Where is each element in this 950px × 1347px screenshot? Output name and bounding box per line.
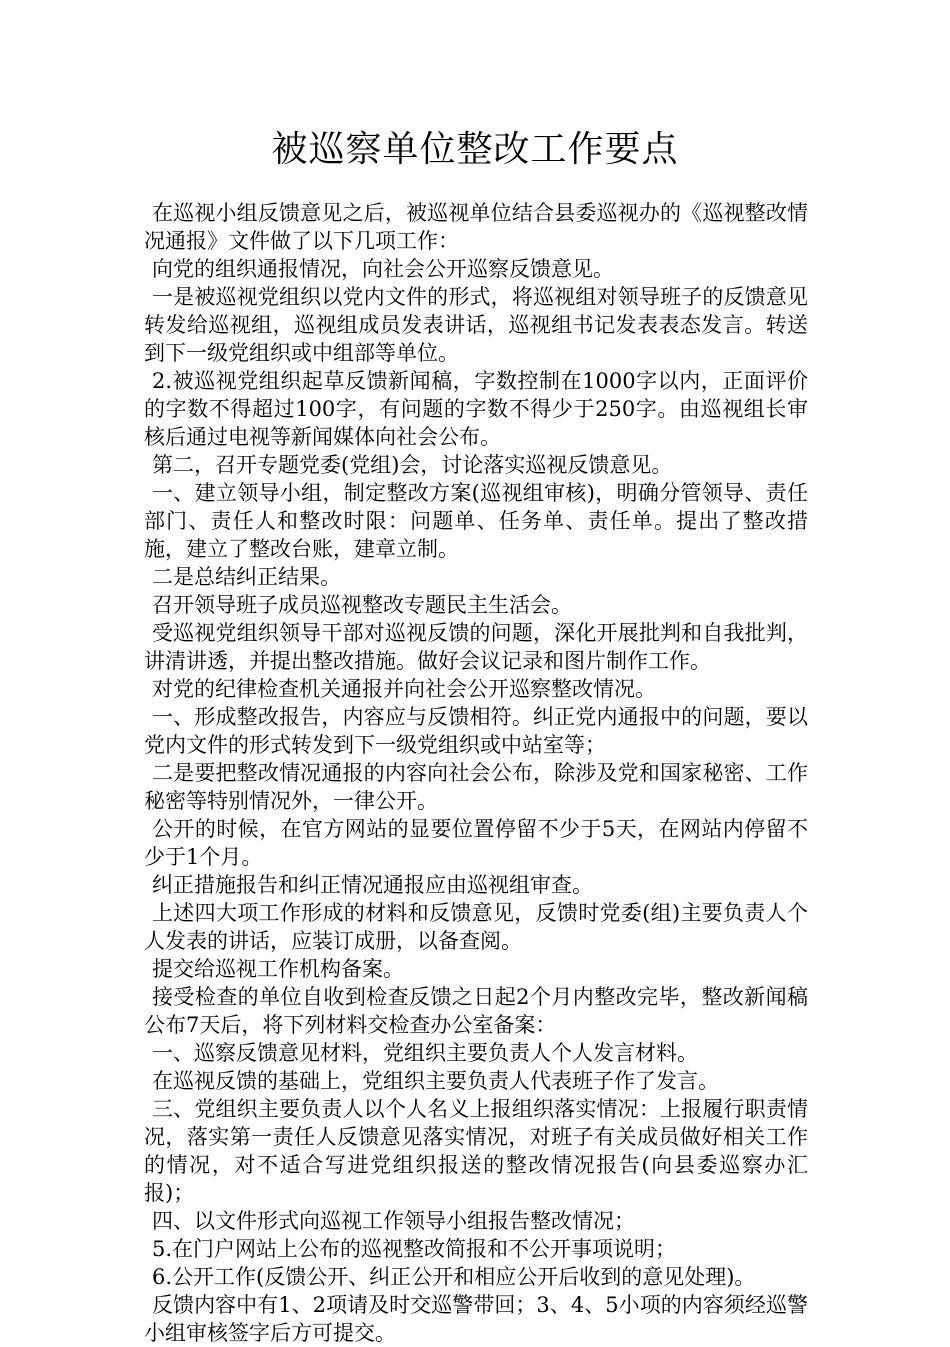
paragraph: 5.在门户网站上公布的巡视整改简报和不公开事项说明； (152, 1237, 677, 1261)
paragraph: 一是被巡视党组织以党内文件的形式，将巡视组对领导班子的反馈意见转发给巡视组，巡视组成员发表讲话，巡视组书记发表表态发言。转送到下一级党组织或中组部等单位。 (144, 285, 808, 365)
paragraph: 2.被巡视党组织起草反馈新闻稿，字数控制在1000字以内，正面评价的字数不得超过100字，有问题的字数不得少于250字。由巡视组长审核后通过电视等新闻媒体向社会公布。 (144, 369, 808, 449)
paragraph: 四、以文件形式向巡视工作领导小组报告整改情况； (152, 1209, 635, 1233)
paragraph: 一、建立领导小组，制定整改方案(巡视组审核)，明确分管领导、责任部门、责任人和整改时限：问题单、任务单、责任单。提出了整改措施，建立了整改台账，建章立制。 (144, 481, 808, 561)
paragraph: 公开的时候，在官方网站的显要位置停留不少于5天，在网站内停留不少于1个月。 (144, 817, 808, 869)
paragraph: 一、巡察反馈意见材料，党组织主要负责人个人发言材料。 (152, 1041, 698, 1065)
paragraph: 二是总结纠正结果。 (152, 565, 341, 589)
paragraph: 对党的纪律检查机关通报并向社会公开巡察整改情况。 (152, 677, 656, 701)
paragraph: 向党的组织通报情况，向社会公开巡察反馈意见。 (152, 257, 614, 281)
paragraph: 受巡视党组织领导干部对巡视反馈的问题，深化开展批判和自我批判，讲清讲透，并提出整改措施。做好会议记录和图片制作工作。 (144, 621, 808, 673)
paragraph: 在巡视小组反馈意见之后，被巡视单位结合县委巡视办的《巡视整改情况通报》文件做了以下几项工作： (144, 201, 808, 253)
paragraph: 三、党组织主要负责人以个人名义上报组织落实情况：上报履行职责情况，落实第一责任人反馈意见落实情况，对班子有关成员做好相关工作的情况，对不适合写进党组织报送的整改情况报告(向县委巡察办汇报)； (144, 1097, 808, 1205)
paragraph: 纠正措施报告和纠正情况通报应由巡视组审查。 (152, 873, 593, 897)
document-title: 被巡察单位整改工作要点 (271, 129, 679, 170)
paragraph: 提交给巡视工作机构备案。 (152, 957, 404, 981)
paragraph: 一、形成整改报告，内容应与反馈相符。纠正党内通报中的问题，要以党内文件的形式转发到下一级党组织或中站室等； (144, 705, 808, 757)
paragraph: 6.公开工作(反馈公开、纠正公开和相应公开后收到的意见处理)。 (152, 1265, 756, 1289)
paragraph: 反馈内容中有1、2项请及时交巡警带回；3、4、5小项的内容须经巡警小组审核签字后方可提交。 (144, 1293, 808, 1345)
paragraph: 二是要把整改情况通报的内容向社会公布，除涉及党和国家秘密、工作秘密等特别情况外，一律公开。 (144, 761, 808, 813)
paragraph: 第二，召开专题党委(党组)会，讨论落实巡视反馈意见。 (152, 453, 673, 477)
document-body (144, 199, 808, 1347)
paragraph: 接受检查的单位自收到检查反馈之日起2个月内整改完毕，整改新闻稿公布7天后，将下列材料交检查办公室备案： (144, 985, 808, 1037)
paragraph: 召开领导班子成员巡视整改专题民主生活会。 (152, 593, 572, 617)
paragraph: 在巡视反馈的基础上，党组织主要负责人代表班子作了发言。 (152, 1069, 719, 1093)
paragraph: 上述四大项工作形成的材料和反馈意见，反馈时党委(组)主要负责人个人发表的讲话，应装订成册，以备查阅。 (144, 901, 808, 953)
